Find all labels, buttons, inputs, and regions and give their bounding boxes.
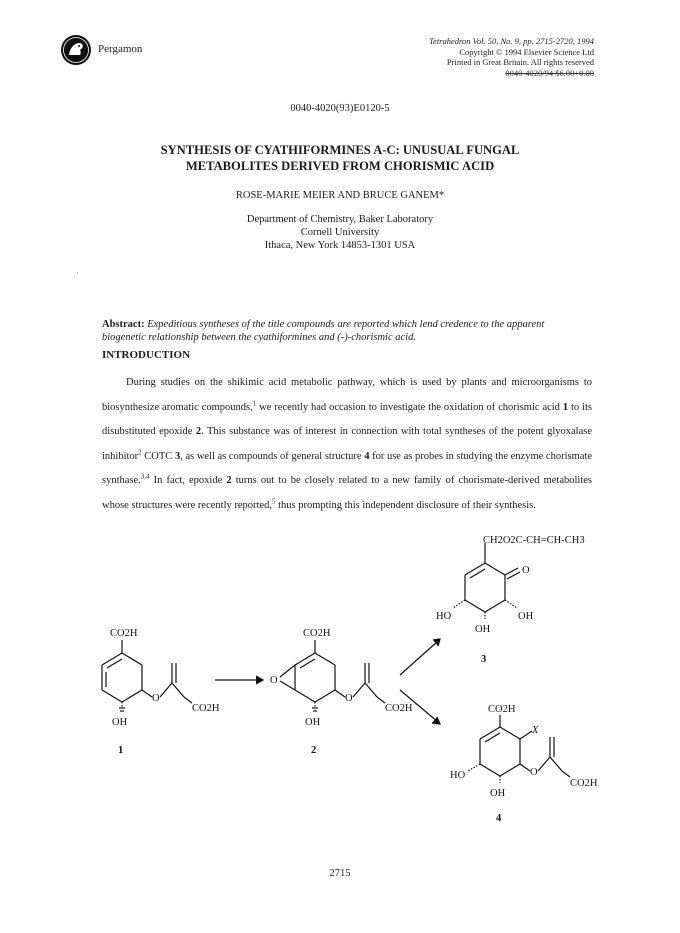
compound-4-co2h-label: CO2H	[488, 704, 516, 715]
compound-ref: 4	[364, 450, 370, 462]
compound-3-number: 3	[481, 654, 487, 665]
compound-3-ketone-o: O	[522, 565, 530, 576]
introduction-paragraph: During studies on the shikimic acid metabolic pathway, which is used by plants and microorganisms to biosynthesize aromatic compounds,$^1$ we recently had occasion to investigate the oxidation of chorismic acid 1 to its disubstituted epoxide 2. This substance was of interest in connection with total syntheses of the potent glyoxalase inhibitor$^2$ COTC 3, as well as compounds of general structure 4 for use as probes in studying the enzyme chorismate synthase.$^{3,4}$ In fact, epoxide 2 turns out to be closely related to a new family of chorismate-derived metabolites whose structures were recently reported,$^5$ thus prompting this independent disclosure of their synthesis.	[102, 377, 592, 511]
citation-ref: 2	[138, 448, 142, 456]
compound-2-co2h-side: CO2H	[385, 703, 413, 714]
stray-mark: ·	[76, 269, 79, 278]
pergamon-logo-icon	[60, 34, 92, 66]
compound-1-number: 1	[118, 745, 124, 756]
compound-1-structure	[102, 640, 192, 711]
price-line: 0040-4020/94 $6.00+0.00	[505, 67, 594, 78]
compound-3-structure	[453, 543, 520, 619]
journal-citation: Tetrahedron Vol. 50, No. 9, pp. 2715-2720, 1994	[429, 36, 594, 46]
compound-2-structure	[280, 640, 385, 711]
compound-3-oh-bottom: OH	[475, 624, 491, 635]
title-line-1: SYNTHESIS OF CYATHIFORMINES A-C: UNUSUAL FUNGAL	[160, 143, 520, 157]
compound-3-side-chain: CH2O2C-CH=CH-CH3	[483, 535, 585, 546]
citation-ref: 1	[252, 399, 257, 407]
compound-4-structure	[468, 715, 570, 783]
compound-1-co2h-label: CO2H	[110, 628, 138, 639]
affiliation	[0, 213, 680, 252]
compound-3-ho-left: HO	[436, 611, 452, 622]
compound-4-number: 4	[496, 813, 502, 824]
affiliation-dept: Department of Chemistry, Baker Laboratory	[246, 214, 434, 225]
paper-title	[0, 143, 680, 174]
compound-2-ester-o: O	[345, 693, 353, 704]
reaction-scheme	[80, 535, 640, 835]
compound-1-co2h-side: CO2H	[192, 703, 220, 714]
compound-4-ho-label: HO	[450, 770, 466, 781]
section-heading-introduction: INTRODUCTION	[102, 349, 191, 361]
title-line-2: METABOLITES DERIVED FROM CHORISMIC ACID	[185, 158, 495, 173]
affiliation-city: Ithaca, New York 14853-1301 USA	[264, 240, 416, 251]
compound-2-epoxide-o: O	[270, 675, 278, 686]
copyright-line: Copyright © 1994 Elsevier Science Ltd	[459, 46, 594, 57]
compound-1-oh-label: OH	[112, 717, 128, 728]
affiliation-university: Cornell University	[300, 227, 380, 238]
compound-4-x-label: X	[532, 725, 539, 736]
author-list: ROSE-MARIE MEIER AND BRUCE GANEM*	[235, 190, 445, 201]
abstract-label: Abstract:	[102, 319, 145, 330]
compound-ref: 3	[174, 450, 181, 462]
abstract-text: Expeditious syntheses of the title compounds are reported which lend credence to the apparent biogenetic relationship between the cyathiformines and (-)-chorismic acid.	[102, 319, 545, 343]
publisher-name: Pergamon	[98, 43, 143, 55]
compound-ref: 1	[562, 401, 569, 413]
compound-4-ester-o: O	[530, 767, 538, 778]
printed-line: Printed in Great Britain. All rights reserved	[446, 57, 594, 67]
abstract	[102, 319, 578, 344]
compound-4-oh-label: OH	[490, 788, 506, 799]
compound-2-oh-label: OH	[305, 717, 321, 728]
doi-code: 0040-4020(93)E0120-5	[290, 103, 390, 114]
compound-2-co2h-label: CO2H	[303, 628, 331, 639]
compound-2-number: 2	[311, 745, 317, 756]
compound-ref: 2	[195, 426, 202, 437]
compound-1-ester-o: O	[152, 693, 160, 704]
journal-info	[354, 36, 594, 78]
citation-ref: 3,4	[140, 472, 150, 481]
compound-4-co2h-side: CO2H	[570, 778, 598, 789]
citation-ref: 5	[271, 497, 276, 505]
compound-ref: 2	[226, 475, 232, 486]
compound-3-oh-right: OH	[518, 611, 534, 622]
page-number: 2715	[329, 868, 351, 879]
